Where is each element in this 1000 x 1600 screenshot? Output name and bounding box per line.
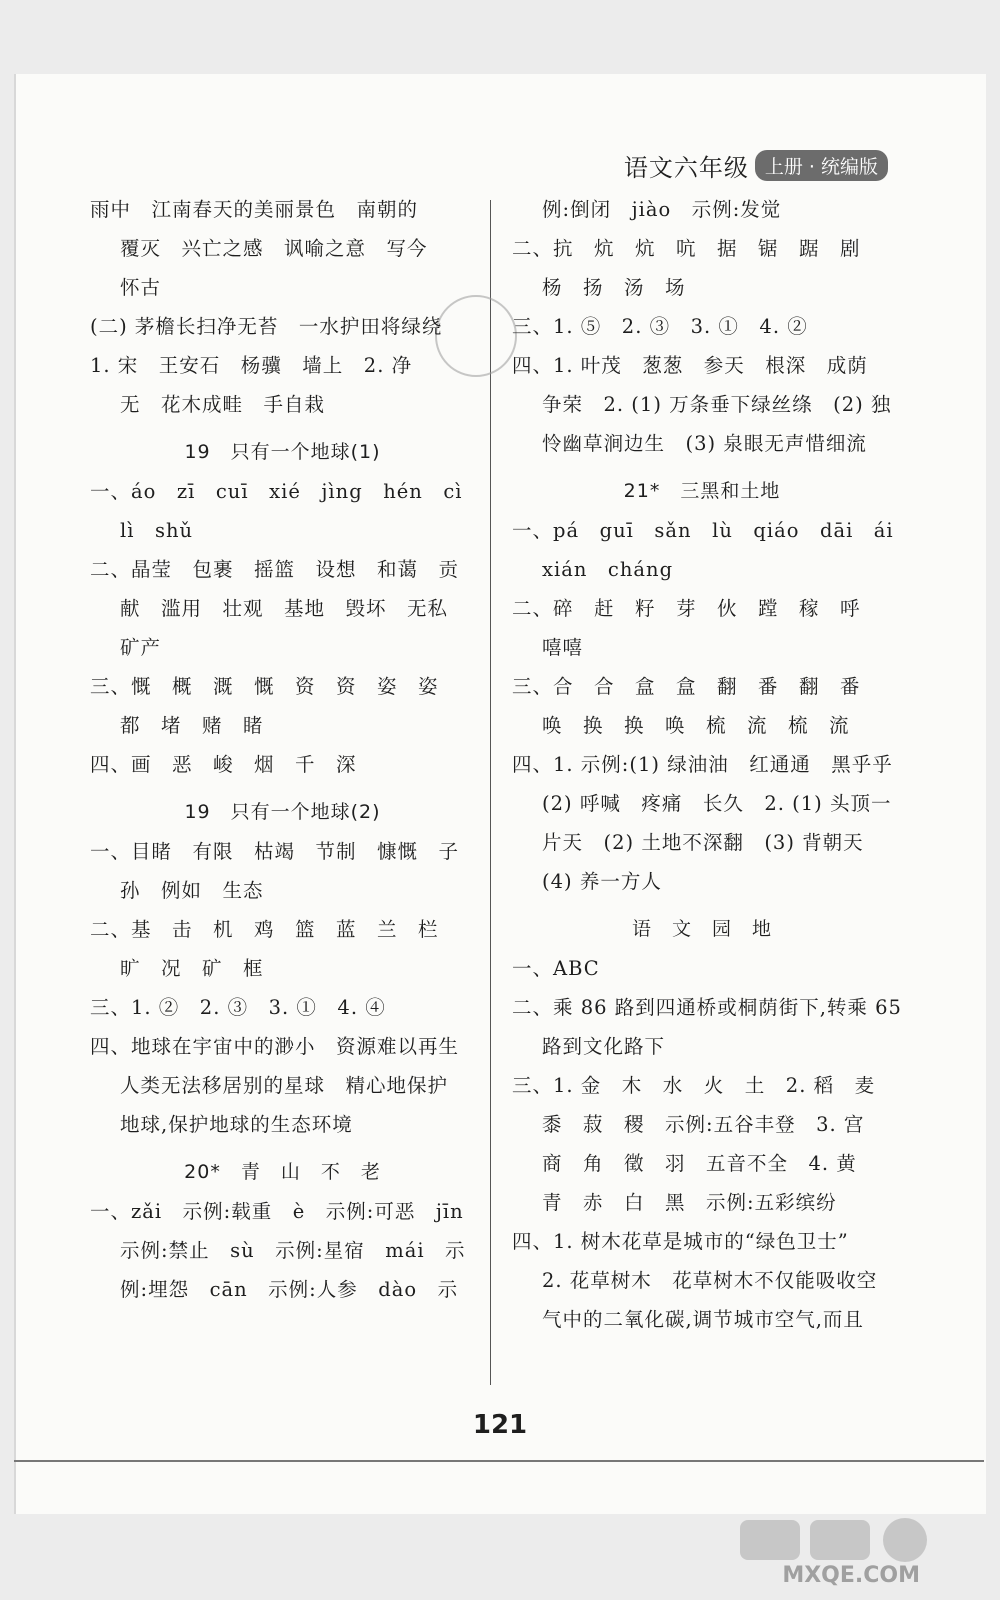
answer-line: 黍 菽 稷 示例:五谷丰登 3. 宫 (542, 1113, 865, 1136)
answer-line: 一、zǎi 示例:载重 è 示例:可恶 jīn (90, 1200, 464, 1223)
section-heading: 20* 青 山 不 老 (184, 1161, 381, 1183)
answer-line: 1. 宋 王安石 杨骥 墙上 2. 净 (90, 354, 413, 377)
section-heading: 21* 三黑和土地 (623, 480, 781, 502)
answer-line: 二、碎 赶 籽 芽 伙 蹚 稼 呼 (512, 597, 861, 620)
answer-line: 地球,保护地球的生态环境 (120, 1113, 353, 1136)
book-title: 语文六年级 (623, 154, 749, 182)
section-heading: 19 只有一个地球(2) (184, 801, 381, 823)
answer-line: 矿产 (120, 636, 162, 659)
answer-line: 争荣 2. (1) 万条垂下绿丝绦 (2) 独 (542, 393, 892, 416)
answer-line: lì shǔ (120, 519, 194, 542)
answer-line: 四、地球在宇宙中的渺小 资源难以再生 (90, 1035, 460, 1058)
answer-line: 雨中 江南春天的美丽景色 南朝的 (90, 198, 419, 221)
edition-badge: 上册 · 统编版 (755, 150, 888, 181)
answer-line: 嘻嘻 (542, 636, 584, 659)
answer-line: 二、晶莹 包裹 摇篮 设想 和蔼 贡 (90, 558, 460, 581)
section-heading: 19 只有一个地球(1) (184, 441, 381, 463)
answer-line: 覆灭 兴亡之感 讽喻之意 写今 (120, 237, 428, 260)
answer-line: 三、1. ② 2. ③ 3. ① 4. ④ (90, 996, 386, 1019)
running-header (624, 148, 888, 183)
answer-line: (4) 养一方人 (542, 870, 662, 893)
answer-line: 怜幽草涧边生 (3) 泉眼无声惜细流 (542, 432, 867, 455)
section-heading: 语 文 园 地 (631, 918, 772, 940)
answer-line: 例:埋怨 cān 示例:人参 dào 示 (120, 1278, 459, 1301)
answer-line: 2. 花草树木 花草树木不仅能吸收空 (542, 1269, 878, 1292)
answer-line: 商 角 徵 羽 五音不全 4. 黄 (542, 1152, 857, 1175)
answer-line: 四、1. 示例:(1) 绿油油 红通通 黑乎乎 (512, 753, 893, 776)
answer-line: 三、1. ⑤ 2. ③ 3. ① 4. ② (512, 315, 808, 338)
answer-line: 二、基 击 机 鸡 篮 蓝 兰 栏 (90, 918, 439, 941)
answer-line: 气中的二氧化碳,调节城市空气,而且 (542, 1308, 864, 1331)
answer-line: 杨 扬 汤 场 (542, 276, 686, 299)
answer-line: 三、1. 金 木 水 火 土 2. 稻 麦 (512, 1074, 876, 1097)
site-watermark-logo (300, 1510, 960, 1590)
watermark-text: MXQE.COM (782, 1563, 920, 1588)
answer-line: 都 堵 赌 睹 (120, 714, 264, 737)
answer-line: 一、pá guī sǎn lù qiáo dāi ái (512, 519, 894, 542)
answer-line: 一、目睹 有限 枯竭 节制 慷慨 子 (90, 840, 460, 863)
answer-line: 示例:禁止 sù 示例:星宿 mái 示 (120, 1239, 466, 1262)
answer-line: 四、画 恶 峻 烟 千 深 (90, 753, 357, 776)
answer-line: 路到文化路下 (542, 1035, 666, 1058)
answer-line: 孙 例如 生态 (120, 879, 264, 902)
answer-line: 片天 (2) 土地不深翻 (3) 背朝天 (542, 831, 864, 854)
answer-line: 三、合 合 盒 盒 翻 番 翻 番 (512, 675, 861, 698)
answer-line: 旷 况 矿 框 (120, 957, 264, 980)
answer-line: 无 花木成畦 手自栽 (120, 393, 326, 416)
answer-line: 三、慨 概 溉 慨 资 资 姿 姿 (90, 675, 439, 698)
bottom-rule (14, 1460, 984, 1462)
answer-line: 例:倒闭 jiào 示例:发觉 (542, 198, 782, 221)
answer-line: xián cháng (542, 558, 674, 581)
answer-line: 一、áo zī cuī xié jìng hén cì (90, 480, 463, 503)
answer-line: (2) 呼喊 疼痛 长久 2. (1) 头顶一 (542, 792, 892, 815)
answer-line: 四、1. 树木花草是城市的“绿色卫士” (512, 1230, 849, 1253)
answer-line: 怀古 (120, 276, 162, 299)
answer-line: 献 滥用 壮观 基地 毁坏 无私 (120, 597, 449, 620)
answer-line: 青 赤 白 黑 示例:五彩缤纷 (542, 1191, 837, 1214)
answer-line: 四、1. 叶茂 葱葱 参天 根深 成荫 (512, 354, 868, 377)
left-column (90, 190, 475, 1309)
page-number: 121 (472, 1410, 528, 1440)
answer-line: 一、ABC (512, 957, 600, 980)
answer-line: 二、抗 炕 炕 吭 据 锯 踞 剧 (512, 237, 861, 260)
answer-line: 唤 换 换 唤 梳 流 梳 流 (542, 714, 850, 737)
answer-line: 人类无法移居别的星球 精心地保护 (120, 1074, 449, 1097)
column-divider (490, 200, 491, 1385)
answer-line: 二、乘 86 路到四通桥或桐荫街下,转乘 65 (512, 996, 902, 1019)
answer-line: (二) 茅檐长扫净无苔 一水护田将绿绕 (90, 315, 443, 338)
right-column (512, 190, 902, 1339)
